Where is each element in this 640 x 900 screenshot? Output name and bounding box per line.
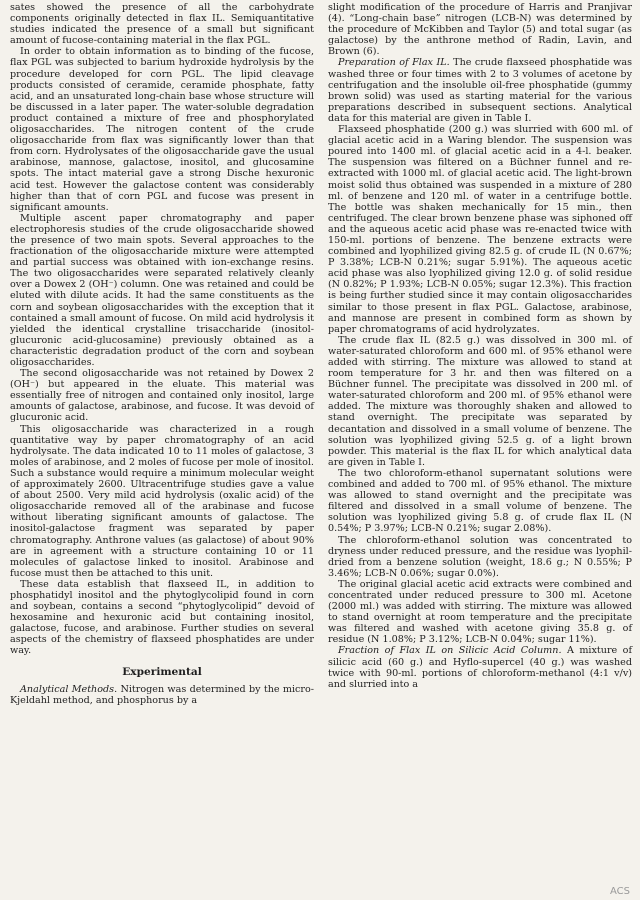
runin-heading: Preparation of Flax IL. — [338, 57, 450, 69]
section-heading: Experimental — [122, 665, 202, 678]
paragraph: The original glacial acetic acid extracts were combined and concentrated under reduced pressure to 300 ml. Acetone (2000 ml.) was added with stirring. The mixture was allowed to stand overnight at room temperature and the precipitate was filtered and washed with acetone giving 35.8 g. of residue (N 1.08%; P 3.12%; LCB-N 0.04%; sugar 11%). — [328, 578, 632, 646]
paragraph: The two chloroform-ethanol supernatant solutions were combined and added to 700 ml. of 95% ethanol. The mixture was allowed to stand overnight and the precipitate was filtered and dissolved in a small volume of benzene. The solution was lyophilized giving 5.8 g. of crude flax IL (N 0.54%; P 3.97%; LCB-N 0.21%; sugar 2.08%). — [328, 467, 632, 535]
paragraph: These data establish that flaxseed IL, in addition to phosphatidyl inositol and the phytoglycolipid found in corn and soybean, contains a second “phytoglycolipid” devoid of hexosamine and hexuronic acid but containing inositol, galactose, fucose, and arabinose. Further studies on several aspects of the chemistry of flaxseed phosphatides are under way. — [10, 578, 314, 657]
right-column — [328, 2, 632, 900]
paragraph: The chloroform-ethanol solution was concentrated to dryness under reduced pressure, and the residue was lyophil-dried from a benzene solution (weight, 18.6 g.; N 0.55%; P 3.46%; LCB-N 0.06%; sugar 0.0%). — [328, 534, 632, 579]
paragraph: Flaxseed phosphatide (200 g.) was slurried with 600 ml. of glacial acetic acid in a Waring blendor. The suspension was poured into 1400 ml. of glacial acetic acid in a 4-l. beaker. The suspension was filtered on a Büchner funnel and re-extracted with 1000 ml. of glacial acetic acid. The light-brown moist solid thus obtained was suspended in a mixture of 280 ml. of benzene and 120 ml. of water in a centrifuge bottle. The bottle was shaken mechanically for 15 min., then centrifuged. The clear brown benzene phase was siphoned off and the aqueous acetic acid phase was re-enacted twice with 150-ml. portions of benzene. The benzene extracts were combined and lyophilized giving 82.5 g. of crude IL (N 0.67%; P 3.38%; LCB-N 0.21%; sugar 5.91%). The aqueous acetic acid phase was also lyophilized giving 12.0 g. of solid residue (N 0.82%; P 1.93%; LCB-N 0.05%; sugar 12.3%). This fraction is being further studied since it may contain oligosaccharides similar to those present in flax PGL. Galactose, arabinose, and mannose are present in combined form as shown by paper chromatograms of acid hydrolyzates. — [328, 124, 632, 335]
paragraph: Multiple ascent paper chromatography and paper electrophoresis studies of the crude oligosaccharide showed the presence of two main spots. Several approaches to the fractionation of the oligosaccharide mixture were attempted and partial success was obtained with ion-exchange resins. The two oligosaccharides were separated relatively cleanly over a Dowex 2 (OH⁻) column. One was retained and could be eluted with dilute acids. It had the same constituents as the corn and soybean oligosaccharides with the exception that it contained a small amount of fucose. On mild acid hydrolysis it yielded the identical crystalline trisaccharide (inositol-glucuronic acid-glucosamine) previously obtained as a characteristic degradation product of the corn and soybean oligosaccharides. — [10, 212, 314, 368]
paragraph-text: A mixture of silicic acid (60 g.) and Hyflo-supercel (40 g.) was washed twice with 90-ml. portions of chloroform-methanol (4:1 v/v) and slurried into a — [328, 645, 632, 690]
left-column — [10, 2, 314, 900]
paragraph: This oligosaccharide was characterized in a rough quantitative way by paper chromatography of an acid hydrolysate. The data indicated 10 to 11 moles of galactose, 3 moles of arabinose, and 2 moles of fucose per mole of inositol. Such a substance would require a minimum molecular weight of approximately 2600. Ultracentrifuge studies gave a value of about 2500. Very mild acid hydrolysis (oxalic acid) of the oligosaccharide removed all of the arabinase and fucose without liberating significant amounts of galactose. The inositol-galactose fragment was separated by paper chromatography. Anthrone values (as galactose) of about 90% are in agreement with a structure containing 10 or 11 molecules of galactose linked to inositol. Arabinose and fucose must then be attached to this unit. — [10, 423, 314, 579]
paragraph: The second oligosaccharide was not retained by Dowex 2 (OH⁻) but appeared in the eluate. This material was essentially free of nitrogen and contained only inositol, large amounts of galactose, arabinose, and fucose. It was devoid of glucuronic acid. — [10, 368, 314, 424]
paragraph-analytical-methods — [10, 684, 314, 706]
paragraph: The crude flax IL (82.5 g.) was dissolved in 300 ml. of water-saturated chloroform and 600 ml. of 95% ethanol were added with stirring. The mixture was allowed to stand at room temperature for 3 hr. and then was filtered on a Büchner funnel. The precipitate was dissolved in 200 ml. of water-saturated chloroform and 200 ml. of 95% ethanol were added. The mixture was thoroughly shaken and allowed to stand overnight. The precipitate was separated by decantation and dissolved in a small volume of benzene. The solution was lyophilized giving 52.5 g. of a light brown powder. This material is the flax IL for which analytical data are given in Table I. — [328, 334, 632, 468]
publisher-watermark: ACS — [610, 886, 630, 897]
paragraph: slight modification of the procedure of Harris and Pranjivar (4). “Long-chain base” nitrogen (LCB-N) was determined by the procedure of McKibben and Taylor (5) and total sugar (as galactose) by the anthrone method of Radin, Lavin, and Brown (6). — [328, 2, 632, 58]
paragraph-text: Nitrogen was determined by the micro-Kjeldahl method, and phosphorus by a — [10, 683, 315, 706]
paragraph-fraction — [328, 645, 632, 689]
paragraph-text: The crude flaxseed phosphatide was washed three or four times with 2 to 3 volumes of acetone by centrifugation and the insoluble oil-free phosphatide (gummy brown solid) was used as starting material for the various preparations described in subsequent sections. Analytical data for this material are given in Table I. — [328, 57, 632, 124]
paragraph: In order to obtain information as to binding of the fucose, flax PGL was subjected to barium hydroxide hydrolysis by the procedure developed for corn PGL. The lipid cleavage products consisted of ceramide, ceramide phosphate, fatty acid, and an unsaturated long-chain base whose structure will be discussed in a later paper. The water-soluble degradation product contained a mixture of free and phosphorylated oligosaccharides. The nitrogen content of the crude oligosaccharide from flax was significantly lower than that from corn. Hydrolysates of the oligosaccharide gave the usual arabinose, mannose, galactose, inositol, and glucosamine spots. The intact material gave a strong Dische hexuronic acid test. However the galactose content was considerably higher than that of corn PGL and fucose was present in significant amounts. — [10, 46, 314, 213]
paragraph: sates showed the presence of all the carbohydrate components originally detected in flax IL. Semiquantitative studies indicated the presence of a small but significant amount of fucose-containing material in the flax PGL. — [10, 2, 314, 47]
runin-heading: Fraction of Flax IL on Silicic Acid Column. — [338, 645, 562, 657]
runin-heading: Analytical Methods. — [20, 683, 118, 695]
paragraph-preparation — [328, 57, 632, 124]
